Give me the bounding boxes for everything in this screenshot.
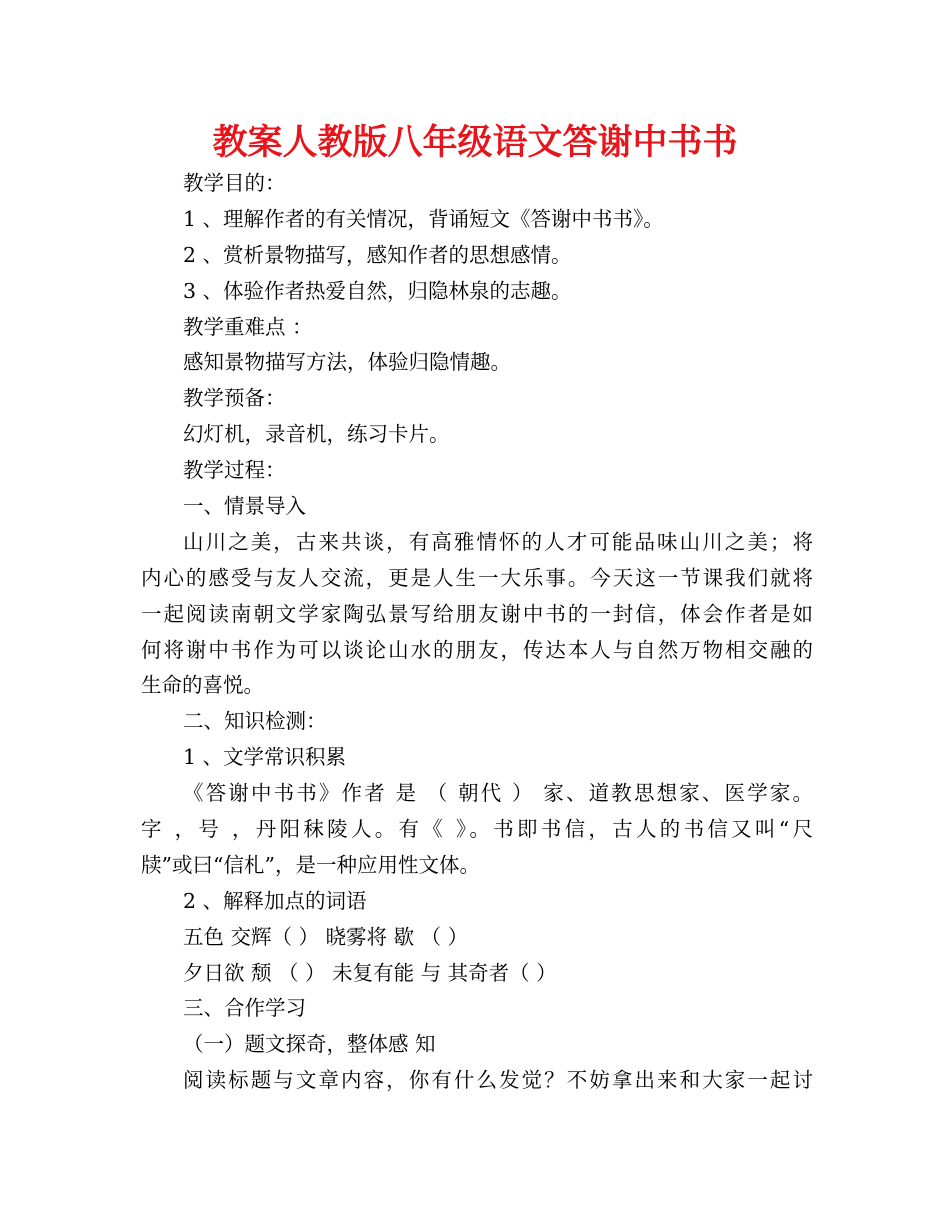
- text-line: 牍”或曰“信札”，是一种应用性文体。: [141, 852, 480, 877]
- text-line: 二、知识检测：: [183, 709, 327, 734]
- document-body: [141, 166, 813, 1099]
- text-line: 2 、解释加点的词语: [183, 888, 367, 913]
- text-line: 1 、理解作者的有关情况，背诵短文《答谢中书书》。: [183, 206, 664, 231]
- text-line: 一、情景导入: [183, 494, 306, 519]
- text-line: 何将谢中书作为可以谈论山水的朋友，传达本人与自然万物相交融的: [141, 637, 813, 662]
- text-line: （一）题文探奇，整体感 知: [183, 1032, 436, 1057]
- text-line: 3 、体验作者热爱自然，归隐林泉的志趣。: [183, 278, 572, 303]
- text-line: 三、合作学习: [183, 996, 306, 1021]
- text-line: 生命的喜悦。: [141, 673, 264, 698]
- text-line: 教学重难点 ：: [183, 314, 313, 339]
- document-title: 教案人教版八年级语文答谢中书书: [212, 123, 738, 163]
- text-line: 教学预备：: [183, 386, 286, 411]
- text-line: 内心的感受与友人交流，更是人生一大乐事。今天这一节课我们就将: [141, 565, 813, 590]
- text-line: 幻灯机，录音机，练习卡片。: [183, 422, 450, 447]
- text-line: 《答谢中书书》作者 是 （ 朝代 ） 家、道教思想家、医学家。: [183, 781, 813, 806]
- text-line: 1 、文学常识积累: [183, 745, 347, 770]
- text-line: 山川之美，古来共谈，有高雅情怀的人才可能品味山川之美；将: [183, 529, 813, 554]
- text-line: 一起阅读南朝文学家陶弘景写给朋友谢中书的一封信，体会作者是如: [141, 601, 813, 626]
- text-line: 2 、赏析景物描写，感知作者的思想感情。: [183, 242, 572, 267]
- text-line: 夕日欲 颓 （ ） 未复有能 与 其奇者（ ）: [183, 960, 557, 985]
- text-line: 阅读标题与文章内容，你有什么发觉？不妨拿出来和大家一起讨: [183, 1068, 813, 1093]
- text-line: 五色 交辉（ ） 晓雾将 歇 （ ）: [183, 924, 469, 949]
- text-line: 教学目的：: [183, 171, 286, 195]
- text-line: 教学过程：: [183, 458, 286, 483]
- text-line: 感知景物描写方法，体验归隐情趣。: [183, 350, 511, 375]
- text-line: 字 ，号 ，丹阳秣陵人。有《 》。书即书信，古人的书信又叫“尺: [141, 817, 813, 842]
